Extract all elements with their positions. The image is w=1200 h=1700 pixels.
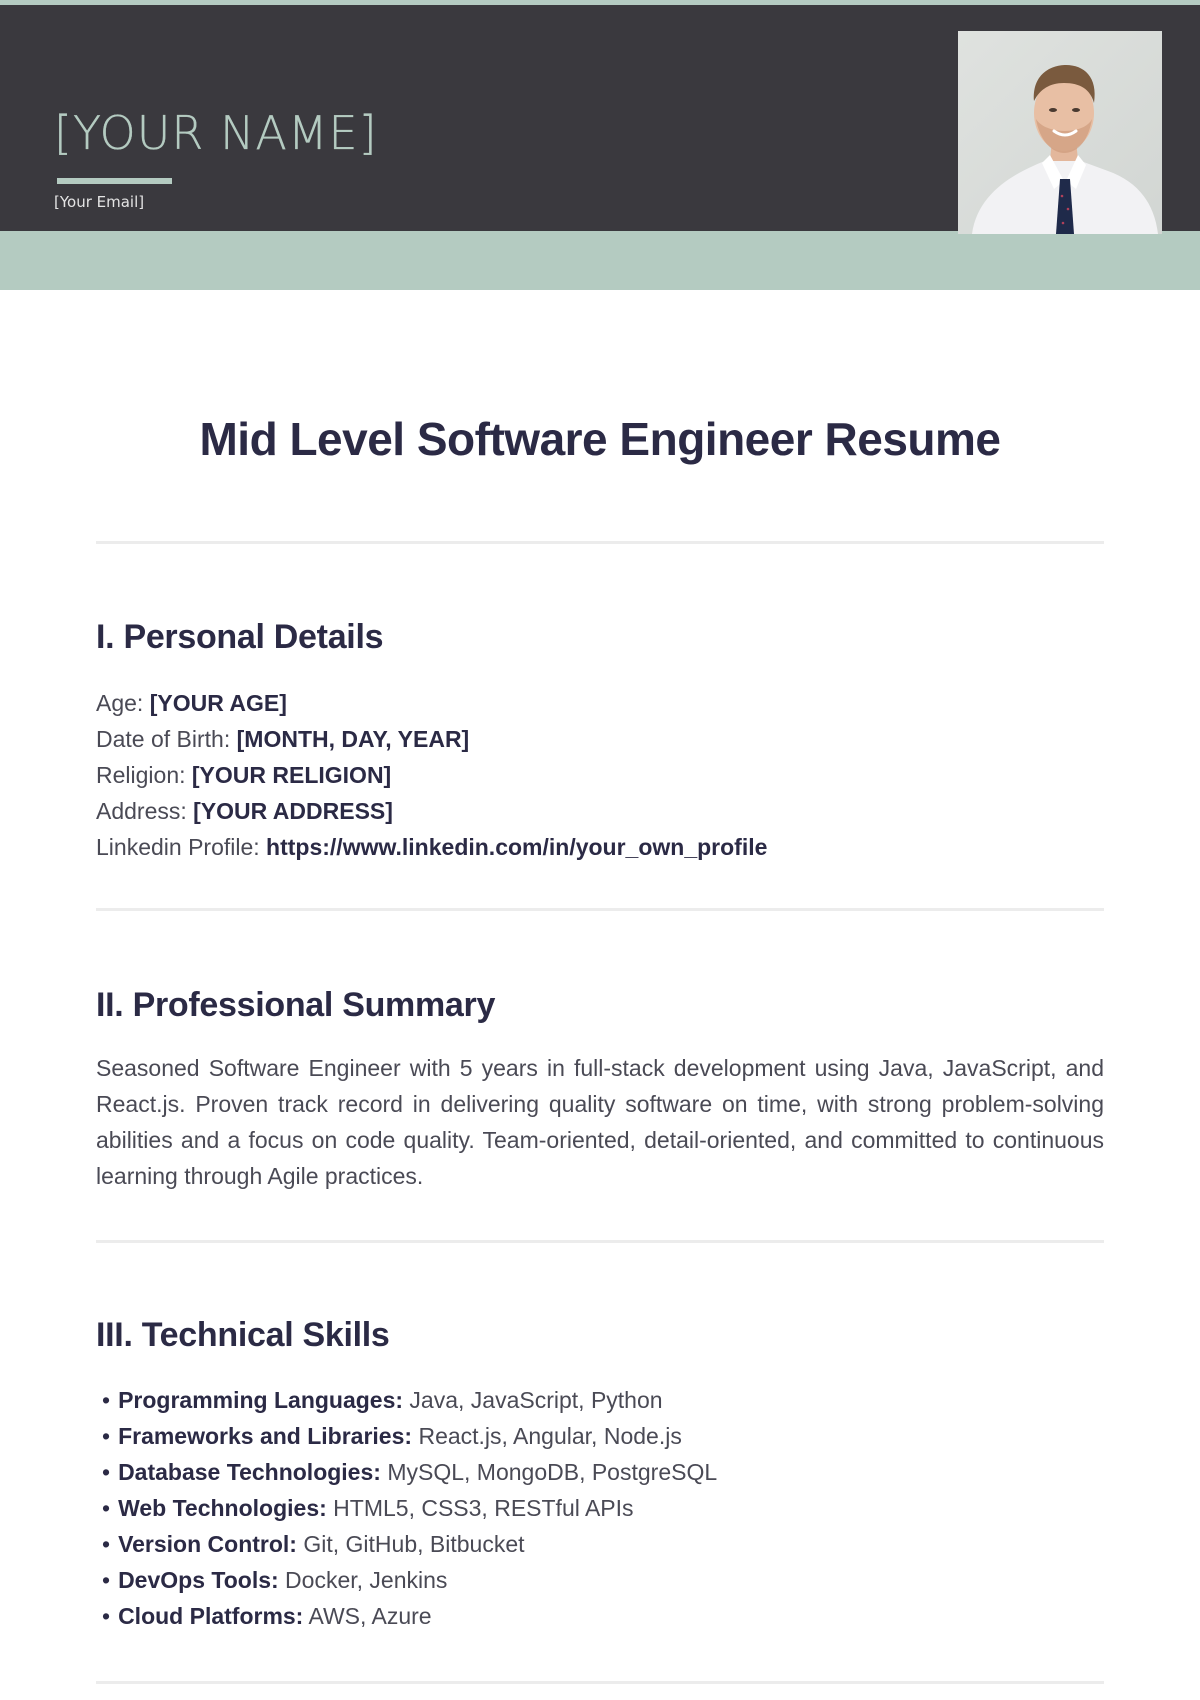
detail-value: [YOUR RELIGION] [191, 762, 392, 788]
skill-value: AWS, Azure [303, 1603, 432, 1629]
detail-label: Linkedin Profile: [96, 834, 267, 860]
skill-label: Version Control: [118, 1531, 297, 1557]
skill-item-version-control [102, 1526, 717, 1562]
detail-address [96, 793, 767, 829]
bullet-icon: • [102, 1531, 111, 1557]
section-divider [96, 1681, 1104, 1684]
professional-summary-heading: II. Professional Summary [96, 986, 496, 1024]
skill-label: DevOps Tools: [118, 1567, 279, 1593]
detail-religion [96, 757, 767, 793]
bullet-icon: • [102, 1459, 111, 1485]
header-accent-band [0, 231, 1200, 290]
detail-value: [YOUR AGE] [149, 690, 287, 716]
skill-value: Docker, Jenkins [278, 1567, 448, 1593]
linkedin-link[interactable]: https://www.linkedin.com/in/your_own_profile [266, 834, 768, 860]
profile-photo [958, 31, 1162, 234]
candidate-email: [Your Email] [54, 193, 145, 211]
skill-label: Frameworks and Libraries: [118, 1423, 413, 1449]
detail-date-of-birth [96, 721, 767, 757]
skill-label: Database Technologies: [118, 1459, 381, 1485]
bullet-icon: • [102, 1495, 111, 1521]
document-title: Mid Level Software Engineer Resume [199, 413, 1001, 465]
personal-details-list [96, 685, 767, 865]
bullet-icon: • [102, 1387, 111, 1413]
section-divider [96, 1240, 1104, 1243]
skill-label: Cloud Platforms: [118, 1603, 304, 1629]
person-portrait-icon [958, 31, 1162, 234]
professional-summary-text: Seasoned Software Engineer with 5 years in full-stack development using Java, JavaScript, and React.js. Proven track record in delivering quality software on time, with strong problem-solving abilities and a focus on code quality. Team-oriented, detail-oriented, and committed to continuous learning through Agile practices. [96, 1055, 1104, 1189]
skill-item-web-technologies [102, 1490, 717, 1526]
technical-skills-list [102, 1382, 717, 1634]
detail-label: Age: [96, 690, 150, 716]
section-divider [96, 541, 1104, 544]
bullet-icon: • [102, 1423, 111, 1449]
bullet-icon: • [102, 1567, 111, 1593]
skill-item-databases [102, 1454, 717, 1490]
skill-value: HTML5, CSS3, RESTful APIs [326, 1495, 634, 1521]
bullet-icon: • [102, 1603, 111, 1629]
skill-item-programming-languages [102, 1382, 717, 1418]
technical-skills-heading: III. Technical Skills [96, 1316, 390, 1354]
detail-label: Date of Birth: [96, 726, 237, 752]
detail-label: Religion: [96, 762, 192, 788]
skill-value: MySQL, MongoDB, PostgreSQL [380, 1459, 718, 1485]
skill-value: Git, GitHub, Bitbucket [296, 1531, 525, 1557]
detail-value: [MONTH, DAY, YEAR] [236, 726, 470, 752]
skill-item-cloud [102, 1598, 717, 1634]
skill-label: Programming Languages: [118, 1387, 404, 1413]
skill-label: Web Technologies: [118, 1495, 327, 1521]
personal-details-heading: I. Personal Details [96, 618, 384, 656]
name-underline-divider [57, 178, 172, 184]
detail-linkedin [96, 829, 767, 865]
candidate-name: [YOUR NAME] [54, 106, 378, 160]
skill-value: Java, JavaScript, Python [403, 1387, 663, 1413]
detail-label: Address: [96, 798, 194, 824]
section-divider [96, 908, 1104, 911]
detail-age [96, 685, 767, 721]
skill-item-frameworks [102, 1418, 717, 1454]
skill-item-devops [102, 1562, 717, 1598]
skill-value: React.js, Angular, Node.js [412, 1423, 682, 1449]
detail-value: [YOUR ADDRESS] [193, 798, 393, 824]
